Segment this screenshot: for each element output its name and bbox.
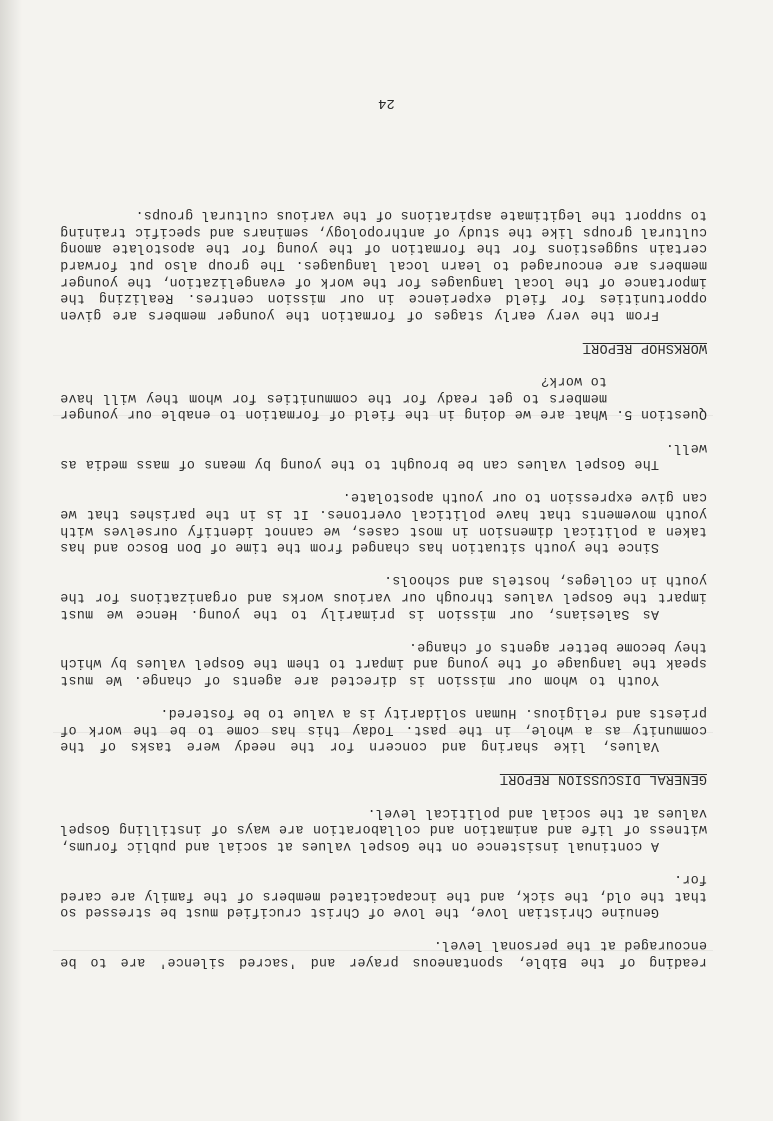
- paragraph-christian-love: Genuine Christian love, the love of Christ crucified must be stressed so that the old, the sick, and the incapacitated members of the family are cared for.: [60, 871, 707, 920]
- paragraph-continuation: reading of the Bible, spontaneous prayer and 'sacred silence' are to be encouraged at the personal level.: [60, 937, 707, 969]
- paragraph-salesians: As Salesians, our mission is primarily to the young. Hence we must impart the Gospel values through our various works and organizations for the youth in colleges, hostels and schools.: [60, 572, 707, 621]
- question-5: [60, 372, 707, 422]
- paragraph-youth-situation: Since the youth situation has changed from the time of Don Bosco and has taken a political dimension in most cases, we cannot identify ourselves with youth movements that have political overtones. It is in the parishes that we can give expression to our youth apostolate.: [60, 489, 707, 555]
- general-discussion-heading: GENERAL DISCUSSION REPORT: [499, 771, 707, 787]
- paragraph-public-forums: A continual insistence on the Gospel values at social and public forums, witness of life and animation and collaboration are ways of instilling Gospel values at the social and political level.: [60, 804, 707, 853]
- paragraph-mass-media: The Gospel values can be brought to the young by means of mass media as well.: [60, 439, 707, 472]
- paragraph-youth-agents: Youth to whom our mission is directed are agents of change. We must speak the language of the young and impart to them the Gospel values by which they become better agents of change.: [60, 638, 707, 687]
- document-body: [60, 206, 707, 969]
- page-number: 24: [378, 95, 395, 111]
- page-edge-shadow: [0, 0, 22, 1121]
- workshop-heading: WORKSHOP REPORT: [582, 340, 707, 356]
- paragraph-values-sharing: Values, like sharing and concern for the needy were tasks of the community as a whole, in the past. Today this has come to be the work of priests and religious. Human solidarity is a value to be fostered.: [60, 705, 707, 754]
- paragraph-workshop: From the very early stages of formation the younger members are given opportunities for field experience in our mission centres. Realizing the importance of the local languages for the work of evangelization, the younger members are encouraged to learn local languages. The group also put forward certain suggestions for the formation of the young for the apostolate among cultural groups like the study of anthropology, seminars and specific training to support the legitimate aspirations of the various cultural groups.: [60, 207, 707, 322]
- question-text: What are we doing in the field of formation to enable our younger members to get ready for the communities for whom they will have to work?: [60, 373, 607, 422]
- question-label: Question 5.: [615, 406, 707, 422]
